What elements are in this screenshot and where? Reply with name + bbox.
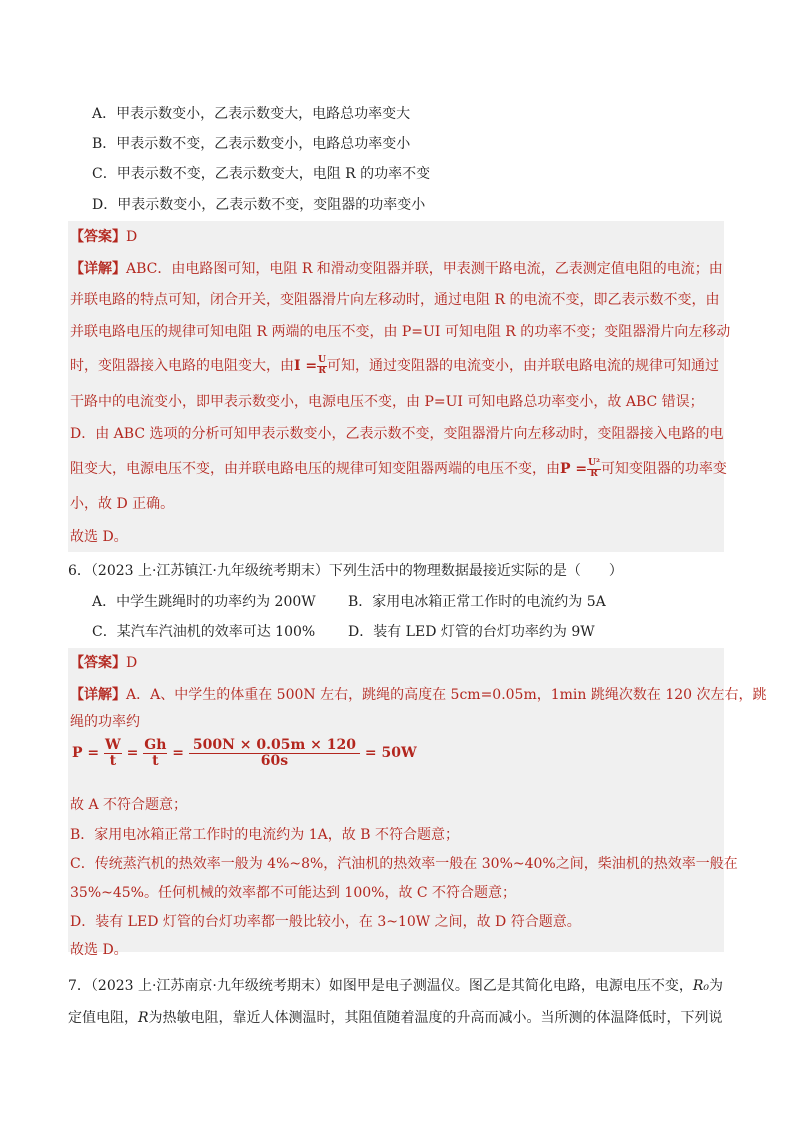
q6-option-d: D．装有 LED 灯管的台灯功率约为 9W [348,624,595,640]
q6-answer [70,653,137,673]
q7-stem-line-2: 定值电阻，R为热敏电阻，靠近人体测温时，其阻值随着温度的升高而减小。当所测的体温降低时，下列说 [68,1010,723,1026]
q5-detail-line-4: 时，变阻器接入电路的电阻变大，由I = $\frac{U}{R}$ 可知，通过变阻器的电流变小，由并联电路电流的规律可知通过 [70,355,720,376]
q6-a-conclusion: 故 A 不符合题意； [70,797,188,813]
q6-detail-label: 【详解】 [70,687,126,703]
q6-option-c: C．某汽车汽油机的效率可达 100% [92,624,316,640]
q6-answer-label: 【答案】 [70,655,126,671]
q6-detail-line-1: 【详解】A．A、中学生的体重在 500N 左右，跳绳的高度在 5cm=0.05m，1min 跳绳次数在 120 次左右，跳 [70,687,767,703]
q5-fraction-u2-over-r: $\frac{\text{U²}}{R}$ [588,458,600,479]
q5-detail-line-1: 【详解】ABC．由电路图可知，电阻 R 和滑动变阻器并联，甲表测干路电流，乙表测定值电阻的电流；由 [70,261,723,277]
q5-conclusion: 故选 D。 [70,529,128,545]
q6-d-line: D．装有 LED 灯管的台灯功率都一般比较小，在 3~10W 之间，故 D 符合题意。 [70,914,581,930]
q5-answer-value: D [126,229,138,245]
q5-formula-p: P = [560,461,588,477]
q6-option-a: A．中学生跳绳时的功率约为 200W [92,594,316,610]
q5-option-a: A．甲表示数变小，乙表示数变大，电路总功率变大 [92,106,411,122]
q5-detail-line-3: 并联电路电压的规律可知电阻 R 两端的电压不变，由 P=UI 可知电阻 R 的功率不变；变阻器滑片向左移动 [70,324,731,340]
q5-fraction-u-over-r: $\frac{U}{R}$ [318,355,327,376]
q6-detail-line-2: 绳的功率约 [70,714,140,730]
q7-symbol-r0: R₀ [692,978,710,994]
q5-formula-i: I = [294,358,318,374]
q6-conclusion: 故选 D。 [70,942,128,958]
q6-fraction-w-over-t: $\frac{W}{t}$ [105,737,121,769]
q5-detail-label: 【详解】 [70,261,126,277]
q5-detail-line-2: 并联电路的特点可知，闭合开关，变阻器滑片向左移动时，通过电阻 R 的电流不变，即乙表示数不变，由 [70,292,720,308]
q5-detail-line-5: 干路中的电流变小，即甲表示数变小，电源电压不变，由 P=UI 可知电路总功率变小，故 ABC 错误； [70,394,704,410]
q6-stem: 6．（2023 上·江苏镇江·九年级统考期末）下列生活中的物理数据最接近实际的是（ ） [68,563,623,579]
q5-answer-label: 【答案】 [70,229,126,245]
q7-stem-line-1: 7．（2023 上·江苏南京·九年级统考期末）如图甲是电子测温仪。图乙是其简化电路，电源电压不变，R₀为 [68,978,724,994]
q6-fraction-gh-over-t: $\frac{Gh}{t}$ [144,737,167,769]
q5-answer [70,227,137,247]
q5-detail-line-6: D．由 ABC 选项的分析可知甲表示数变小，乙表示数不变，变阻器滑片向左移动时，变阻器接入电路的电 [70,426,724,442]
q6-power-equation: P = $\frac{W}{t}$ = $\frac{Gh}{t}$ = $\frac{500N \times 0.05m \times 120}{60s}$ = 50W [72,737,417,769]
q6-c-line-1: C．传统蒸汽机的热效率一般为 4%~8%，汽油机的热效率一般在 30%~40%之间，柴油机的热效率一般在 [70,856,738,872]
q6-option-b: B．家用电冰箱正常工作时的电流约为 5A [348,594,606,610]
q6-answer-value: D [126,655,138,671]
q5-detail-line-8: 小，故 D 正确。 [70,496,175,512]
q5-detail-line-7: 阻变大，电源电压不变，由并联电路电压的规律可知变阻器两端的电压不变，由P = $\frac{\text{U²}}{R}$ 可知变阻器的功率变 [70,458,727,479]
q5-option-b: B．甲表示数不变，乙表示数变小，电路总功率变小 [92,136,411,152]
q5-option-c: C．甲表示数不变，乙表示数变大，电阻 R 的功率不变 [92,166,431,182]
q5-option-d: D．甲表示数变小，乙表示数不变，变阻器的功率变小 [92,197,426,213]
q7-symbol-r: R [138,1010,149,1026]
q6-b-line: B．家用电冰箱正常工作时的电流约为 1A，故 B 不符合题意； [70,827,459,843]
q6-fraction-numeric: $\frac{500N \times 0.05m \times 120}{60s}$ [189,738,360,768]
q6-c-line-2: 35%~45%。任何机械的效率都不可能达到 100%，故 C 不符合题意； [70,885,517,901]
